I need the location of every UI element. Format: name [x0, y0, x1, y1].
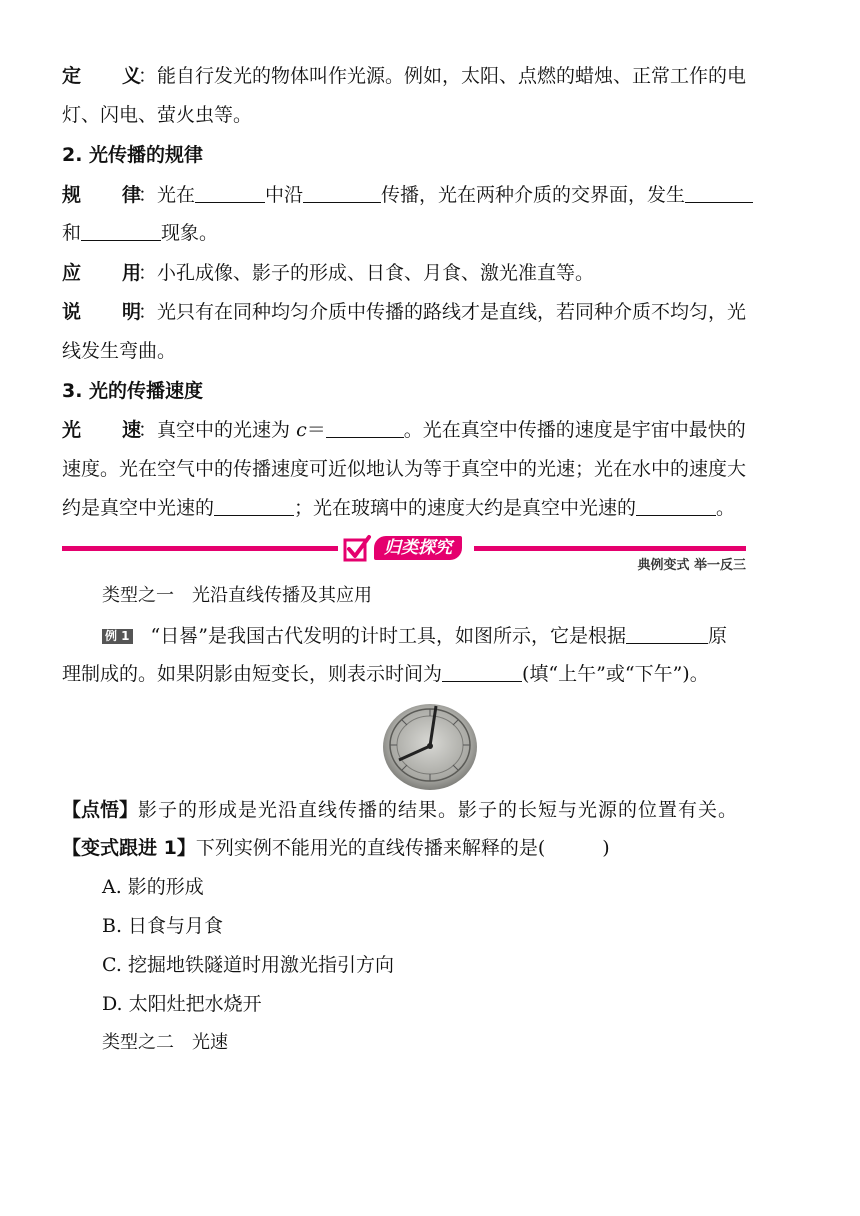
example-tag: 例 1: [102, 629, 133, 644]
option-a[interactable]: A. 影的形成: [102, 876, 204, 898]
blank-medium[interactable]: [195, 184, 265, 203]
type-1-title: 类型之一 光沿直线传播及其应用: [102, 585, 372, 606]
law-key: 规 律: [62, 184, 142, 206]
definition-line-2: 灯、闪电、萤火虫等。: [62, 104, 253, 126]
definition-line-1: 定 义：能自行发光的物体叫作光源。例如，太阳、点燃的蜡烛、正常工作的电: [62, 65, 747, 87]
blank-water-ratio[interactable]: [214, 497, 294, 516]
section-2-title: 2. 光传播的规律: [62, 144, 204, 166]
example-1-line-2: 理制成的。如果阴影由短变长，则表示时间为 (填“上午”或“下午”)。: [62, 663, 709, 685]
blank-glass-ratio[interactable]: [636, 497, 716, 516]
example-1-line-1: 例 1 “日晷”是我国古代发明的计时工具，如图所示，它是根据 原: [102, 624, 727, 648]
blank-light-speed[interactable]: [326, 419, 404, 438]
section-3-title: 3. 光的传播速度: [62, 380, 204, 402]
law-line-1: 规 律：光在 中沿 传播，光在两种介质的交界面，发生: [62, 183, 753, 207]
variant-1-line: [62, 836, 610, 860]
type-2-title: 类型之二 光速: [102, 1032, 228, 1053]
blank-principle[interactable]: [626, 625, 708, 644]
banner-title: 归类探究: [374, 536, 462, 560]
application-line: 应 用：小孔成像、影子的形成、日食、月食、激光准直等。: [62, 262, 595, 284]
banner-subtitle: 典例变式 举一反三: [637, 558, 746, 573]
application-key: 应 用: [62, 262, 142, 284]
explanation-line-2: 线发生弯曲。: [62, 340, 177, 362]
option-c[interactable]: C. 挖掘地铁隧道时用激光指引方向: [102, 954, 394, 976]
speed-line-1: 光 速：真空中的光速为 c＝ 。光在真空中传播的速度是宇宙中最快的: [62, 419, 746, 441]
explanation-key: 说 明: [62, 301, 142, 323]
insight-label: 【点悟】: [62, 799, 139, 821]
checkbox-icon: [342, 534, 372, 564]
blank-path[interactable]: [303, 184, 381, 203]
insight-line: [62, 798, 738, 822]
sundial-photo-icon: [381, 700, 479, 792]
blank-phenomenon-2[interactable]: [81, 222, 161, 241]
speed-line-3: 约是真空中光速的 ；光在玻璃中的速度大约是真空中光速的 。: [62, 497, 736, 519]
banner-bar-left: [62, 546, 338, 551]
insight-text: 影子的形成是光沿直线传播的结果。影子的长短与光源的位置有关。: [138, 799, 739, 821]
section-banner: [62, 534, 746, 573]
blank-phenomenon-1[interactable]: [685, 184, 753, 203]
blank-time[interactable]: [442, 663, 522, 682]
option-d[interactable]: D. 太阳灶把水烧开: [102, 993, 262, 1015]
speed-key: 光 速: [62, 419, 142, 441]
definition-key: 定 义: [62, 65, 142, 87]
definition-text: 能自行发光的物体叫作光源。例如，太阳、点燃的蜡烛、正常工作的电: [157, 65, 747, 87]
variant-question: 下列实例不能用光的直线传播来解释的是( ): [195, 837, 610, 859]
law-line-2: 和 现象。: [62, 222, 219, 244]
speed-line-2: 速度。光在空气中的传播速度可近似地认为等于真空中的光速；光在水中的速度大: [62, 458, 747, 480]
variant-label: 【变式跟进 1】: [62, 837, 196, 859]
option-b[interactable]: B. 日食与月食: [102, 915, 224, 937]
banner-bar-right: [474, 546, 746, 551]
explanation-line-1: 说 明：光只有在同种均匀介质中传播的路线才是直线，若同种介质不均匀，光: [62, 301, 747, 323]
